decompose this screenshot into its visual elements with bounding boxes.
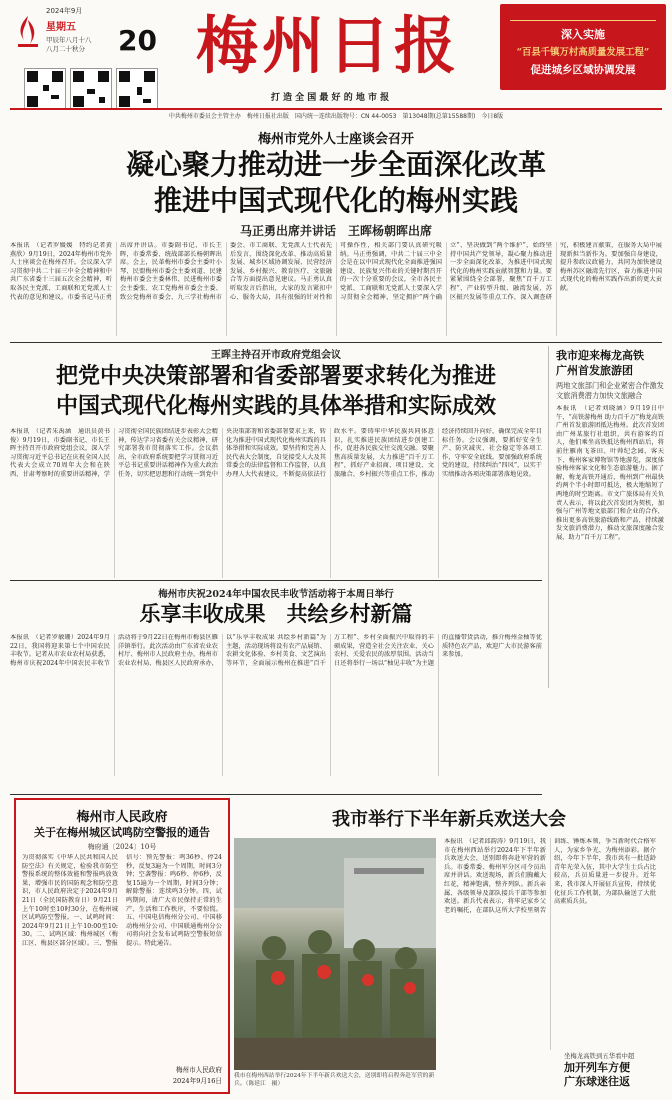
notice-date: 2024年9月16日 [172,1077,222,1085]
qr-code-left[interactable] [24,68,66,110]
rule-after-harvest [10,794,542,795]
promo-title: 深入实施 [561,28,605,41]
second-headline-2[interactable]: 中国式现代化梅州实践的具体举措和实际成效 [55,393,496,419]
right-top-body: 本报讯 （记者刘晓涵）9月19日中午，“高铁游梅州 助力百千万”梅龙高铁广州首发旅游团抵达梅州。此次首发团由广州某旅行社组织，共有游客约百人，他们乘坐高铁抵达梅州西站后，将前往雁南飞茶田、叶帅纪念园、客天下、梅州客家博物馆等地游览，深度体验梅州客家文化和生态旅游魅力。据了解，梅龙高铁开通后，梅州到广州最快约两个半小时即可抵达，极大地缩短了两地的时空距离。市文广旅体局有关负责人表示，将以此次首发团为契机，加强与广州等地文旅部门和企业的合作，推出更多高铁旅游线路和产品，持续激发文旅消费潜力，推动文旅深度融合发展，助力“百千万工程”。 [556,405,664,541]
lead-story [10,124,662,340]
right-top-sub: 两地文旅部门和企业紧密合作激发文旅消费潜力加快文旅融合 [556,381,664,400]
right-column-divider [548,346,549,688]
lead-headline-1[interactable]: 凝心聚力推动进一步全面深化改革 [125,148,546,181]
government-notice-box [14,798,230,1094]
paper-slogan: 打 造 全 国 最 好 的 地 市 报 [270,93,390,103]
promo-decoration [510,10,656,21]
teaser-headline-2[interactable]: 广东球迷往返 [564,1075,630,1088]
issue-day: 20 [118,24,157,57]
teaser-kicker: 坐梅龙高铁到五华看中超 [564,1052,635,1060]
recruits-body: 本报讯 （记者邱韵涛）9月19日，我市在梅州西站举行2024年下半年新兵欢送大会，送别即将奔赴军营的新兵。市委常委、梅州军分区司令员出席并讲话。欢送现场，新兵们胸戴大红花，精神饱满，整齐列队。新兵亲属、各级领导及部队接兵干部等参加欢送。新兵代表表示，将牢记家乡父老的嘱托，在部队这所大学校里刻苦训练、锤炼本领，争当新时代合格军人，为家乡争光、为梅州添彩。据介绍，今年下半年，我市共有一批适龄青年光荣入伍，其中大学生士兵占比较高，兵员质量进一步提升。近年来，我市深入开展征兵宣传，持续优化征兵工作机制，为部队输送了大批高素质兵员。 [444,838,656,914]
right-top-headline-1[interactable]: 我市迎来梅龙高铁 [556,349,644,362]
harvest-headline[interactable]: 乐享丰收成果 共绘乡村新篇 [139,601,413,626]
lead-body: 本报讯 （记者罗媛媛 特约记者黄燕欣）9月19日，2024年梅州市党外人士座谈会在梅州召开。会议深入学习贯彻中共二十届三中全会精神和中共广东省委十三届五次全会精神，听取各民主党派、工商联和无党派人士代表的意见和建议。市委书记马正勇出席并讲话。市委副书记、市长王晖，市委常委、统战部部长杨朝晖出席。会上，民革梅州市委会主委叶小琴、民盟梅州市委会主委刘道、民建梅州市委会主委林伟、民进梅州市委会主委张、农工党梅州市委会主委、致公党梅州市委会、九三学社梅州市委会、市工商联、无党派人士代表先后发言，围绕深化改革、推动高质量发展、城乡区域协调发展、民营经济发展、乡村振兴、教育医疗、文旅融合等方面提出意见建议。马正勇认真听取发言后指出，大家的发言紧扣中心、服务大局，具有很强的针对性和可操作性，相关部门要认真研究吸纳。马正勇强调，中共二十届三中全会是在以中国式现代化全面推进强国建设、民族复兴伟业的关键时期召开的一次十分重要的会议，全市各民主党派、工商联和无党派人士要深入学习贯彻全会精神，坚定拥护“两个确立”、坚决做到“两个维护”，始终坚持中国共产党领导，凝心聚力推动进一步全面深化改革，为推进中国式现代化的梅州实践贡献智慧和力量。要紧紧围绕全会部署，聚焦“百千万工程”、产业转型升级、融湾发展、苏区振兴发展等重点工作，深入调查研究，积极建言献策，在服务大局中展现新担当新作为。要加强自身建设，提升参政议政能力，共同为加快建设梅州苏区融湾先行区，奋力推进中国式现代化的梅州实践作出新的更大贡献。 [10,242,662,301]
second-kicker: 王晖主持召开市政府党组会议 [211,350,341,361]
lead-subhead: 马正勇出席并讲话 王晖杨朝晖出席 [239,224,432,238]
promo-line2: 促进城乡区域协调发展 [530,64,636,76]
second-headline-1[interactable]: 把党中央决策部署和省委部署要求转化为推进 [55,363,496,389]
qr-code-right[interactable] [116,68,158,110]
teaser-headline-1[interactable]: 加开列车方便 [564,1061,630,1074]
lunar-date: 甲辰年八月十八 [46,36,92,44]
paper-logo: 梅州日报 [195,9,460,82]
qr-code-middle[interactable] [70,68,112,110]
harvest-body: 本报讯 （记者罗敏珊）2024年9月22日，我国将迎来第七个中国农民丰收节。记者从市农业农村局获悉，梅州市庆祝2024年中国农民丰收节活动将于9月22日在梅州市梅县区雁洋镇举行。此次活动由广东省农业农村厅、梅州市人民政府主办，梅州市农业农村局、梅县区人民政府承办，以“乐享丰收成果 共绘乡村新篇”为主题，活动现场将设有农产品展销、农耕文化体验、乡村美食、文艺演出等环节，全面展示梅州在推进“百千万工程”、乡村全面振兴中取得的丰硕成果，营造全社会关注农业、关心农村、关爱农民的浓厚氛围。活动当日还将举行一场以“柚见丰收”为主题的直播带货活动，推介梅州金柚等优质特色农产品，欢迎广大市民游客前来参加。 [10,634,542,667]
recruits-headline[interactable]: 我市举行下半年新兵欢送大会 [332,809,566,830]
right-top-story [556,348,664,688]
paper-emblem-icon [14,14,42,50]
rule-after-second [10,580,542,581]
notice-title-1: 梅州市人民政府 [76,810,168,825]
notice-signoff: 梅州市人民政府 [175,1066,222,1074]
weekday: 星期五 [46,22,76,33]
recruits-photo-caption: 我市在梅州西站举行2024年下半年新兵欢送大会，送别即将启程奔赴军营的新兵。（陈延江 摄） [234,1073,435,1087]
promo-banner [500,4,666,90]
notice-number: 梅府通〔2024〕10号 [87,843,157,851]
masthead [0,0,672,120]
issue-date-block [46,6,106,53]
lead-kicker: 梅州市党外人士座谈会召开 [257,132,414,147]
masthead-rule [10,108,662,110]
notice-body: 为贯彻落实《中华人民共和国人民防空法》有关规定，检验我市防空警报系统的整体效能和警报鸣放效果，增强市民的国防观念和防空意识，市人民政府决定于2024年9月21日（全民国防教育日）9月21日上午10时至10时30分，在梅州城区试鸣防空警报。一、试鸣时间：2024年9月21日上午10:00至10:30。二、试鸣区域：梅州城区（梅江区、梅县区部分区域）。三、警报信号：预先警报：鸣36秒、停24秒，反复3遍为一个周期，时间3分钟；空袭警报：鸣6秒、停6秒，反复15遍为一个周期，时间3分钟；解除警报：连续鸣3分钟。四、试鸣期间，请广大市民保持正常的生产、生活和工作秩序，不要惊慌。五、中国电信梅州分公司、中国移动梅州分公司、中国联通梅州分公司将向社会发布试鸣防空警报短信提示。特此通告。 [22,854,222,947]
promo-line1: “百县千镇万村高质量发展工程” [516,47,650,58]
solar-term: 八月二十秋分 [46,45,85,53]
right-bottom-teaser [564,1052,664,1098]
date-top: 2024年9月 [46,7,83,15]
second-body: 本报讯 （记者朱禹涵 通讯员黄书俊）9月19日，市委副书记、市长王晖主持召开市政府党组会议，深入学习贯彻习近平总书记在庆祝全国人民代表大会成立70周年大会和在陕西、甘肃考察时的重要讲话精神，学习贯彻全国民族团结进步表彰大会精神，传达学习省委有关会议精神，研究部署我市贯彻落实工作。会议指出，全市政府系统要把学习贯彻习近平总书记重要讲话精神作为重大政治任务，切实把思想和行动统一到党中央决策部署和省委部署要求上来，转化为推进中国式现代化梅州实践的具体举措和实际成效。要坚持和完善人民代表大会制度，自觉接受人大及其常委会的法律监督和工作监督，认真办理人大代表建议，不断提高依法行政水平。要铸牢中华民族共同体意识，扎实推进民族团结进步创建工作，促进各民族交往交流交融。要聚焦高质量发展，大力推进“百千万工程”，抓好产业招商、项目建设、文旅融合、乡村振兴等重点工作，推动经济持续回升向好，确保完成全年目标任务。会议强调，要抓好安全生产、防灾减灾、社会稳定等各项工作，守牢安全底线。要加强政府系统党的建设，持续纠治“四风”，以实干实绩推动各项决策部署落地见效。 [10,428,542,478]
publication-info-bar: 中共梅州市委员会主管主办 梅州日报社出版 国内统一连续出版物号：CN 44-0053 第13048期(总第15588期) 今日8版 [168,113,504,120]
harvest-kicker: 梅州市庆祝2024年中国农民丰收节活动将于本周日举行 [158,589,394,600]
right-top-headline-2[interactable]: 广州首发旅游团 [556,364,633,377]
rule-after-lead [10,342,662,343]
recruits-photo[interactable] [234,838,436,1070]
new-recruits-story [234,800,664,1092]
notice-title-2[interactable]: 关于在梅州城区试鸣防空警报的通告 [34,826,210,839]
harvest-festival-story [10,582,542,798]
lead-headline-2[interactable]: 推进中国式现代化的梅州实践 [153,184,518,217]
